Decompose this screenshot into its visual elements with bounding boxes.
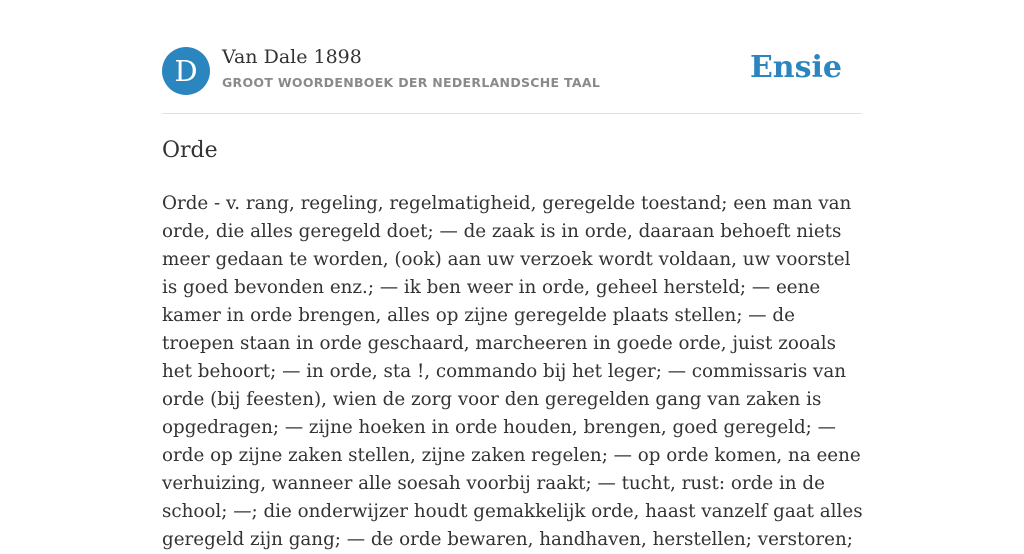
source-subtitle: GROOT WOORDENBOEK DER NEDERLANDSCHE TAAL bbox=[222, 75, 601, 90]
header-divider bbox=[162, 113, 862, 114]
brand-logo[interactable]: Ensie bbox=[749, 50, 842, 85]
source-avatar[interactable]: D bbox=[162, 47, 210, 95]
source-header bbox=[162, 46, 862, 96]
entry-definition: Orde - v. rang, regeling, regelmatigheid, geregelde toestand; een man van orde, die alles geregeld doet; — de zaak is in orde, daaraan behoeft niets meer gedaan te worden, (ook) aan uw verzoek wordt voldaan, uw voorstel is goed bevonden enz.; — ik ben weer in orde, geheel hersteld; — eene kamer in orde brengen, alles op zijne geregelde plaats stellen; — de troepen staan in orde geschaard, marcheeren in goede orde, juist zooals het behoort; — in orde, sta !, commando bij het leger; — commissaris van orde (bij feesten), wien de zorg voor den geregelden gang van zaken is opgedragen; — zijne hoeken in orde houden, brengen, goed geregeld; — orde op zijne zaken stellen, zijne zaken regelen; — op orde komen, na eene verhuizing, wanneer alle soesah voorbij raakt; — tucht, rust: orde in de school; —; die onderwijzer houdt gemakkelijk orde, haast vanzelf gaat alles geregeld zijn gang; — de orde bewaren, handhaven, herstellen; verstoren; bbox=[162, 193, 863, 550]
entry-headword: Orde bbox=[162, 138, 218, 163]
source-title[interactable]: Van Dale 1898 bbox=[222, 46, 362, 68]
